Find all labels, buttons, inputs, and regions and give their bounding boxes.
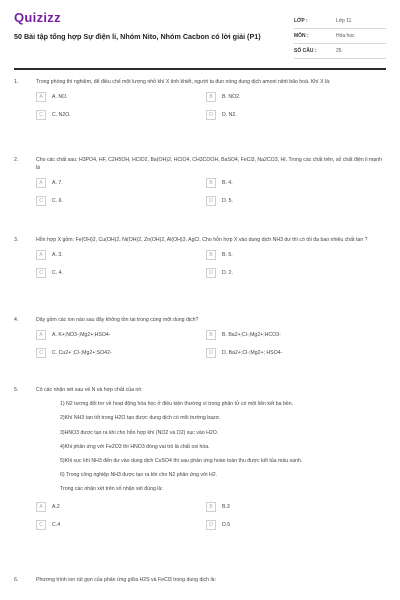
meta-value: 25 — [336, 48, 342, 54]
answer-options — [36, 178, 386, 206]
answer-options — [36, 330, 386, 358]
option-letter: B — [206, 92, 216, 102]
statement-item: 5)Khi sục khí NH3 đến dư vào dung dịch CuSO4 thì sau phản ứng hoàn toàn thu được kết tủa màu xanh. — [60, 458, 303, 465]
option-letter: A — [36, 502, 46, 512]
worksheet-meta — [294, 14, 386, 59]
worksheet-title: 50 Bài tập tổng hợp Sự điện li, Nhóm Nito, Nhóm Cacbon có lời giải (P1) — [14, 32, 261, 41]
question-number: 3. — [14, 237, 19, 243]
question-6 — [14, 576, 386, 584]
statement-item: 3)HNO3 được tạo ra khi cho hỗn hợp khí (NO2 và O2) sục vào H2O. — [60, 429, 219, 436]
option-c[interactable] — [36, 268, 206, 278]
meta-label: LỚP : — [294, 18, 308, 24]
question-4 — [14, 316, 386, 366]
option-text: A. NO. — [52, 94, 68, 101]
option-letter: B — [206, 250, 216, 260]
statement-item: 2)Khí NH3 tan tốt trong H2O tạo được dung dịch có môi trường bazơ. — [60, 415, 221, 422]
option-text: D.5 — [222, 521, 231, 528]
option-b[interactable] — [206, 178, 376, 188]
option-letter: A — [36, 330, 46, 340]
statement-item: 6) Trong công nghiệp NH3 được tạo ra khi cho N2 phản ứng với H2. — [60, 472, 218, 479]
option-letter: B — [206, 502, 216, 512]
statement-item: 1) N2 tương đối trơ về hoạt động hóa học ở điều kiện thường vì trong phân tử có một liên kết ba bền. — [60, 401, 294, 408]
option-text: A. 3. — [52, 252, 63, 259]
question-text: Dãy gồm các ion nào sau đây không tồn tại trong cùng một dung dịch? — [36, 317, 199, 323]
option-a[interactable] — [36, 502, 206, 512]
option-a[interactable] — [36, 330, 206, 340]
option-letter: A — [36, 92, 46, 102]
option-letter: C — [36, 348, 46, 358]
option-letter: A — [36, 178, 46, 188]
option-letter: D — [206, 268, 216, 278]
meta-row-subject — [294, 29, 386, 44]
option-letter: B — [206, 178, 216, 188]
statement-item: 4)Khi phản ứng với Fe2O3 thì HNO3 đóng vai trò là chất oxi hóa. — [60, 443, 210, 450]
option-text: C. 4. — [52, 270, 63, 277]
option-letter: C — [36, 520, 46, 530]
question-text: Hỗn hợp X gồm: Fe(OH)2, Cu(OH)2, Ni(OH)2, Zn(OH)2, Al(OH)3, AgCl. Cho hỗn hợp X vào dung dịch NH3 dư thì có tối đa bao nhiêu chất tan ? — [36, 237, 368, 243]
option-letter: D — [206, 520, 216, 530]
option-c[interactable] — [36, 110, 206, 120]
option-b[interactable] — [206, 92, 376, 102]
option-a[interactable] — [36, 92, 206, 102]
option-text: D. N2. — [222, 112, 237, 119]
question-1 — [14, 78, 386, 128]
question-text: Cho các chất sau: H3PO4, HF, C2H5OH, HClO2, Ba(OH)2, HClO4, CH3COOH, BaSO4, FeCl3, Na2CO3, HI. Trong các chất trên, số chất điện li mạnh là — [36, 157, 382, 172]
option-d[interactable] — [206, 110, 376, 120]
option-text: B. Ba2+;Cl-;Mg2+;HCO3- — [222, 332, 281, 339]
option-text: B. 5. — [222, 252, 233, 259]
option-d[interactable] — [206, 348, 376, 358]
question-number: 2. — [14, 157, 19, 163]
option-letter: A — [36, 250, 46, 260]
meta-value: Hóa học — [336, 33, 355, 39]
option-letter: B — [206, 330, 216, 340]
answer-options — [36, 250, 386, 278]
question-5 — [14, 386, 386, 538]
question-prompt: Trong các nhận xét trên số nhận xét đúng là: — [60, 486, 163, 493]
worksheet-header — [0, 0, 400, 68]
option-text: B. NO2. — [222, 94, 241, 101]
meta-row-class — [294, 14, 386, 29]
question-number: 4. — [14, 317, 19, 323]
question-text: Có các nhận xét sau về N và hợp chất của nó: — [36, 387, 143, 393]
option-text: B. 4. — [222, 180, 233, 187]
option-text: D. 5. — [222, 198, 233, 205]
option-c[interactable] — [36, 520, 206, 530]
option-d[interactable] — [206, 520, 376, 530]
meta-row-count — [294, 44, 386, 59]
question-number: 1. — [14, 79, 19, 85]
option-letter: D — [206, 196, 216, 206]
option-text: C.4 — [52, 521, 61, 528]
option-a[interactable] — [36, 178, 206, 188]
meta-label: MÔN : — [294, 33, 309, 39]
question-text: Phương trình ion rút gọn của phản ứng giữa H2S và FeCl3 trong dung dịch là: — [36, 577, 216, 583]
meta-label: SỐ CÂU : — [294, 48, 317, 54]
option-c[interactable] — [36, 196, 206, 206]
option-d[interactable] — [206, 196, 376, 206]
option-b[interactable] — [206, 250, 376, 260]
option-text: D. 2. — [222, 270, 233, 277]
option-b[interactable] — [206, 330, 376, 340]
option-text: A. 7. — [52, 180, 63, 187]
question-3 — [14, 236, 386, 286]
option-text: C. Cu2+ ;Cl-;Mg2+;SO42- — [52, 350, 112, 357]
option-d[interactable] — [206, 268, 376, 278]
question-number: 6. — [14, 577, 19, 583]
answer-options — [36, 502, 386, 530]
option-b[interactable] — [206, 502, 376, 512]
question-text: Trong phòng thí nghiệm, để điều chế một lượng nhỏ khí X tinh khiết, người ta đun nóng dung dịch amoni nitrit bão hoà. Khí X là: — [36, 79, 331, 85]
option-letter: D — [206, 110, 216, 120]
statement-list — [60, 400, 386, 479]
option-letter: D — [206, 348, 216, 358]
option-text: D. Ba2+;Cl-;Mg2+; HSO4- — [222, 350, 283, 357]
header-divider — [14, 68, 386, 70]
option-a[interactable] — [36, 250, 206, 260]
option-c[interactable] — [36, 348, 206, 358]
quizizz-logo: Quizizz — [14, 10, 61, 25]
question-2 — [14, 156, 386, 214]
option-letter: C — [36, 110, 46, 120]
option-text: C. 6. — [52, 198, 63, 205]
option-text: A.2 — [52, 503, 60, 510]
option-letter: C — [36, 268, 46, 278]
option-letter: C — [36, 196, 46, 206]
question-number: 5. — [14, 387, 19, 393]
option-text: A. K+;NO3-;Mg2+;HSO4- — [52, 332, 111, 339]
option-text: B.3 — [222, 503, 230, 510]
answer-options — [36, 92, 386, 120]
option-text: C. N2O. — [52, 112, 71, 119]
meta-value: Lớp 11 — [336, 18, 352, 24]
